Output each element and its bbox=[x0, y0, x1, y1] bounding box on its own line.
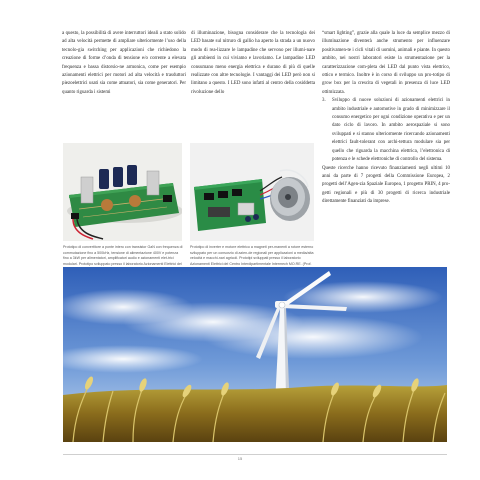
wind-turbine-wheat-field-photo bbox=[63, 267, 447, 442]
column-3-conclusion: Queste ricerche hanno ricevuto finanziamenti negli ultimi 10 anni da parte di 7 progetti della Commissione Europea, 2 progetti dell’Agen-zia Spaziale Europea, 1 progetto PRIN, 4 pro-getti regionali e più di 30 progetti di ricerca industriale direttamente finanziati da imprese. bbox=[322, 165, 450, 205]
numbered-list bbox=[322, 97, 450, 164]
column-1-text: a questo, la possibilità di avere interruttori ideali a stato solido ad alta velocità permette di ampliare ulteriormente l’uso della tecnolo-gia switching per applicazioni che richiedono la creazione di forme d’onda di tensione e/o corrente a elevata frequenza e bassa distorsio-ne armonica, come per esempio azionamenti elettrici per motori ad alta velocità e trasduttori piezoelettrici usati sia come attuatori, sia come generatori. Per quanto riguarda i sistemi bbox=[62, 31, 186, 95]
text-column-3 bbox=[322, 30, 450, 207]
text-column-1 bbox=[62, 30, 186, 97]
photo-caption-2: Prototipo di inverter e motore elettrico a magneti per-manenti a rotore esterno sviluppato per un consorzio di azien-de regionali per applicazioni a media/alta velocità e macchi-nari agricoli. Prototipi sviluppati presso il laboratorio Azionamenti Elettrici del Centro Interdipartimentale Intermech MO.RE. (Prof. bbox=[190, 245, 314, 267]
inverter-and-motor-photo bbox=[190, 143, 314, 241]
list-item-number: 3. bbox=[322, 98, 326, 104]
gan-converter-board-photo bbox=[63, 143, 182, 241]
footer-rule bbox=[63, 454, 447, 455]
photo-caption-1: Prototipo di convertitore a ponte intero con transistor GaN con frequenza di commutazione fino a 500kHz, tensione di alimentazione 400V e potenza fino a 3kW per alimentatori, amplificatori audio e azionamenti elet-trici modulari. Prototipo sviluppato presso il laboratorio Azionamenti Elettrici del bbox=[63, 245, 183, 267]
text-column-2 bbox=[191, 30, 315, 97]
list-item-text: Sviluppo di nuove soluzioni di azionamenti elettrici in ambito industriale e automotive in grado di minimizzare il consumo energetico per ogni condizione operativa e per un dato ciclo di lavoro. In ambito aerospaziale si sono sviluppati e si stanno ulteriormente ricercando azionamenti elettrici fault-tolerant con archi-tettura modulare sia per quello che riguarda la macchina elettrica, l’elettronica di potenza e le schede elettroniche di controllo del sistema. bbox=[332, 98, 450, 163]
page-number: 15 bbox=[237, 456, 243, 461]
list-item bbox=[322, 97, 450, 164]
column-3-intro: “smart lighting”, grazie alla quale la luce da semplice mezzo di illuminazione diventerà anche strumento per influenzare positivamen-te i cicli vitali di uomini, animali e piante. In questo ambito, nei nostri laboratori esiste la strumentazione per la caratterizzazione com-pleta dei LED dal punto vista elettrico, ottico e termico. Inoltre è in corso di sviluppo un pro-totipo di grow box per la crescita di vegetali in presenza di luce LED ottimizzata. bbox=[322, 31, 450, 95]
column-2-text: di illuminazione, bisogna considerare che la tecnologia dei LED basate sul nitruro di gallio ha aperto la strada a un nuovo modo di rea-lizzare le lampadine che servono per illumi-nare gli ambienti in cui viviamo e lavoriamo. Le lampadine LED consumano meno energia elettrica e durano di più di quelle realizzate con altre tecnologie. I vantaggi dei LED però non si limitano a questo. I LED sono infatti al centro della cosiddetta rivoluzione dello bbox=[191, 31, 315, 95]
